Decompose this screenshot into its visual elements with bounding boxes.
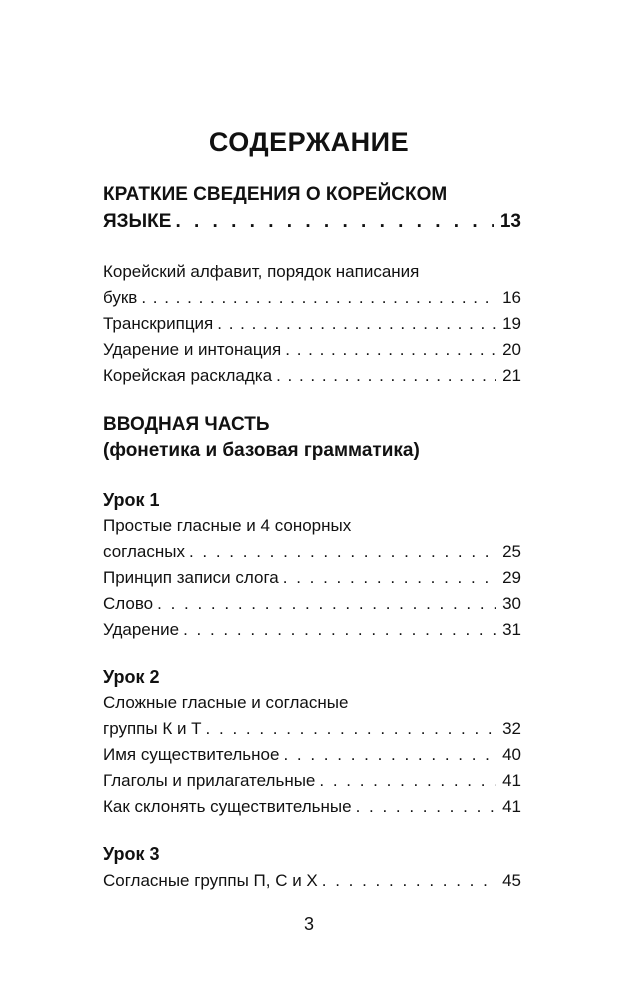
toc-entry-page: 29 [502,568,521,587]
toc-entry-label-line1: Простые гласные и 4 сонорных [103,516,352,535]
section-heading-korean-language: КРАТКИЕ СВЕДЕНИЯ О КОРЕЙСКОМ [103,184,448,205]
toc-entry-page: 41 [502,771,521,790]
lesson-2-heading: Урок 2 [103,667,160,687]
toc-entry-page: 21 [502,366,521,385]
toc-entry-label: Слово [103,594,154,613]
leader-dots [183,617,496,642]
toc-entry-stress-intonation[interactable] [103,337,521,362]
toc-entry-page: 32 [502,719,521,738]
toc-entry-label: Как склонять существительные [103,797,352,816]
leader-dots [217,311,496,336]
section-subheading-intro: (фонетика и базовая грамматика) [103,440,420,461]
toc-entry-label-line1: Сложные гласные и согласные [103,693,349,712]
lesson-3-heading: Урок 3 [103,844,160,864]
toc-entry-label: Принцип записи слога [103,568,279,587]
toc-entry-stress[interactable] [103,617,521,642]
leader-dots [141,285,496,310]
toc-entry-page: 31 [502,620,521,639]
leader-dots [175,208,493,235]
toc-entry-label: Транскрипция [103,314,214,333]
leader-dots [322,868,496,893]
toc-entry-syllable-writing[interactable] [103,565,521,590]
toc-entry-label: букв [103,288,138,307]
toc-entry-noun-declension[interactable] [103,794,521,819]
leader-dots [276,363,496,388]
leader-dots [157,591,496,616]
toc-entry-complex-vowels[interactable] [103,716,521,741]
toc-entry-verbs-adjectives[interactable] [103,768,521,793]
toc-entry-label: Ударение и интонация [103,340,282,359]
leader-dots [285,337,496,362]
toc-entry-label: согласных [103,542,185,561]
leader-dots [189,539,496,564]
toc-entry-page: 40 [502,745,521,764]
toc-entry-transcription[interactable] [103,311,521,336]
leader-dots [319,768,496,793]
toc-entry-label: ЯЗЫКЕ [103,211,172,232]
toc-entry-page: 30 [502,594,521,613]
toc-entry-label-line1: Корейский алфавит, порядок написания [103,262,420,281]
toc-entry-page: 20 [502,340,521,359]
toc-entry-consonant-groups[interactable] [103,868,521,893]
toc-entry-label: Ударение [103,620,180,639]
page-title: СОДЕРЖАНИЕ [208,127,410,157]
toc-entry-label: Имя существительное [103,745,280,764]
toc-entry-simple-vowels[interactable] [103,539,521,564]
toc-entry-page: 19 [502,314,521,333]
leader-dots [206,716,497,741]
toc-entry-page: 45 [502,871,521,890]
toc-entry-page: 16 [502,288,521,307]
leader-dots [283,565,496,590]
toc-entry-label: группы К и Т [103,719,202,738]
page-number: 3 [303,914,314,934]
toc-entry-word[interactable] [103,591,521,616]
section-heading-intro: ВВОДНАЯ ЧАСТЬ [103,414,270,435]
toc-entry-label: Согласные группы П, С и Х [103,871,318,890]
toc-entry-noun[interactable] [103,742,521,767]
toc-entry-label: Глаголы и прилагательные [103,771,316,790]
toc-entry-korean-language[interactable] [103,208,521,235]
toc-entry-label: Корейская раскладка [103,366,273,385]
toc-entry-page: 41 [502,797,521,816]
toc-entry-alphabet[interactable] [103,285,521,310]
toc-entry-page: 25 [502,542,521,561]
toc-entry-keyboard-layout[interactable] [103,363,521,388]
toc-entry-page: 13 [499,211,521,232]
leader-dots [283,742,496,767]
lesson-1-heading: Урок 1 [103,490,160,510]
leader-dots [356,794,497,819]
